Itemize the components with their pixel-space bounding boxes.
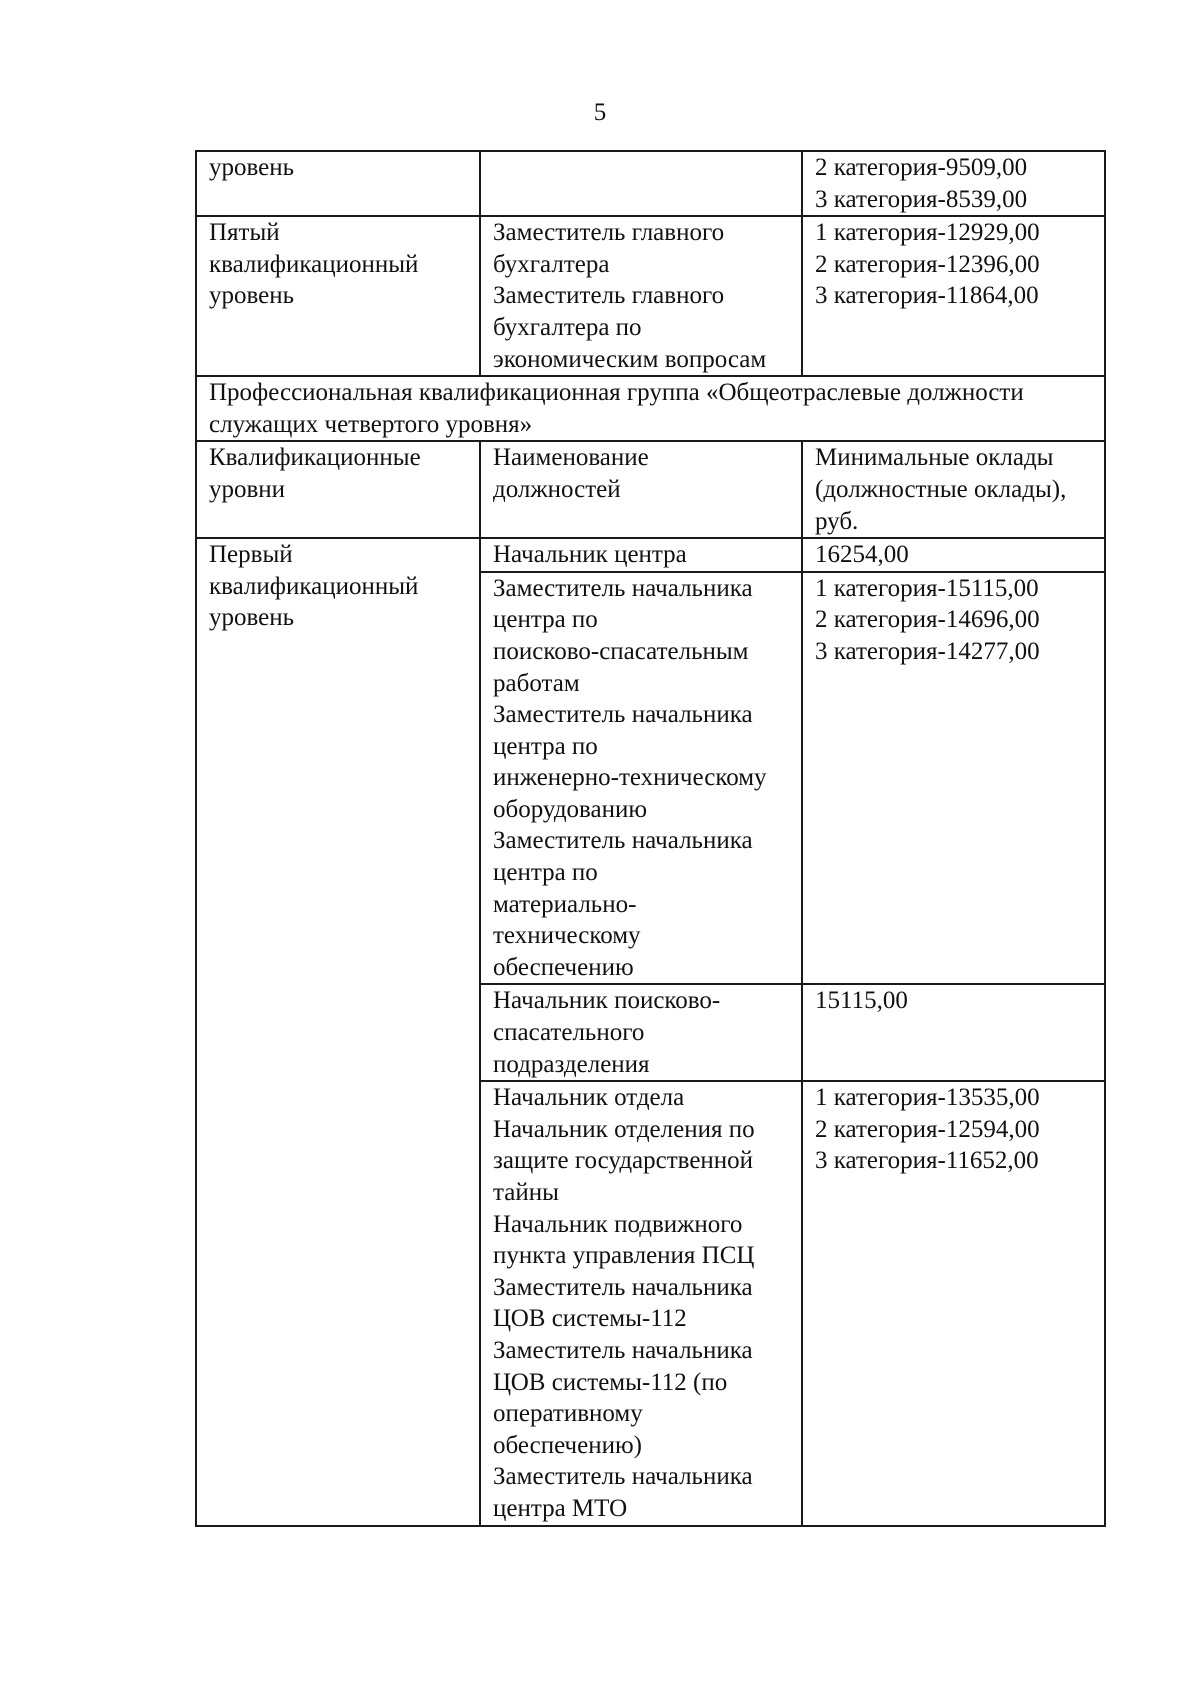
salary-line: 1 категория-12929,00 [815,219,1040,247]
header-line: уровни [209,475,286,503]
position-line: Заместитель начальника [493,701,753,729]
header-line: руб. [815,507,859,535]
positions-cell [480,1081,802,1525]
position-line: работам [493,669,580,697]
position-line: Начальник отделения по [493,1115,755,1143]
salaries-cell [802,1081,1105,1525]
position-line: пункта управления ПСЦ [493,1242,755,1270]
table-row [196,538,1105,572]
salary-line: 3 категория-8539,00 [815,185,1028,213]
position-line: ЦОВ системы-112 [493,1305,687,1333]
salaries-cell [802,572,1105,985]
header-line: Наименование [493,444,649,472]
salary-line: 2 категория-12594,00 [815,1115,1040,1143]
position-line: бухгалтера по [493,313,642,341]
position-line: Заместитель главного [493,282,725,310]
position-line: Начальник центра [493,541,687,569]
header-levels [196,441,480,538]
position-line: подразделения [493,1050,650,1078]
position-line: центра по [493,732,598,760]
salary-line: 2 категория-14696,00 [815,606,1040,634]
position-line: Заместитель начальника [493,1273,753,1301]
salary-line: 3 категория-14277,00 [815,637,1040,665]
level-line: уровень [209,282,295,310]
position-line: ЦОВ системы-112 (по [493,1368,728,1396]
level-cell [196,216,480,376]
position-line: Заместитель начальника [493,1463,753,1491]
position-line: центра по [493,859,598,887]
positions-cell [480,216,802,376]
position-line: материально- [493,890,637,918]
header-row [196,441,1105,538]
position-line: оперативному [493,1400,643,1428]
salary-line: 3 категория-11864,00 [815,282,1039,310]
group-title-row [196,376,1105,441]
header-line: должностей [493,475,621,503]
position-line: поисково-спасательным [493,637,749,665]
salary-line: 16254,00 [815,541,909,569]
position-line: Заместитель начальника [493,1336,753,1364]
page-number: 5 [593,99,607,126]
position-line: центра по [493,606,598,634]
position-line: защите государственной [493,1147,754,1175]
level-line: квалификационный [209,572,419,600]
salary-line: 15115,00 [815,987,908,1015]
positions-cell [480,151,802,216]
position-line: Заместитель начальника [493,574,753,602]
salary-table [195,150,1106,1527]
level-line: Пятый [209,219,280,247]
positions-cell [480,572,802,985]
header-line: Квалификационные [209,444,421,472]
header-line: Минимальные оклады [815,444,1054,472]
position-line: центра МТО [493,1494,628,1522]
header-line: (должностные оклады), [815,475,1067,503]
position-line: оборудованию [493,795,648,823]
salary-line: 2 категория-12396,00 [815,250,1040,278]
salary-line: 2 категория-9509,00 [815,154,1028,181]
header-salaries [802,441,1105,538]
table-row [196,216,1105,376]
table-row [196,151,1105,216]
position-line: Заместитель начальника [493,827,753,855]
header-positions [480,441,802,538]
salary-line: 3 категория-11652,00 [815,1147,1039,1175]
position-line: экономическим вопросам [493,345,767,373]
level-line: уровень [209,154,295,181]
group-title-cell [196,376,1105,441]
position-line: бухгалтера [493,250,610,278]
salaries-cell [802,538,1105,572]
position-line: инженерно-техническому [493,764,767,792]
salaries-cell [802,984,1105,1081]
positions-cell [480,984,802,1081]
level-line: квалификационный [209,250,419,278]
group-title-line: Профессиональная квалификационная группа «Общеотраслевые должности [209,379,1024,407]
level-cell [196,538,480,1525]
position-line: спасательного [493,1019,645,1047]
position-line: обеспечению) [493,1431,642,1459]
position-line: обеспечению [493,953,634,981]
position-line: Начальник поисково- [493,987,721,1015]
salaries-cell [802,216,1105,376]
position-line: Начальник подвижного [493,1210,743,1238]
level-line: Первый [209,541,293,569]
position-line: техническому [493,922,641,950]
level-line: уровень [209,604,295,632]
positions-cell [480,538,802,572]
position-line: Заместитель главного [493,219,725,247]
level-cell [196,151,480,216]
salary-line: 1 категория-15115,00 [815,574,1039,602]
salary-line: 1 категория-13535,00 [815,1084,1040,1112]
position-line: Начальник отдела [493,1084,685,1112]
group-title-line: служащих четвертого уровня» [209,410,533,438]
salaries-cell [802,151,1105,216]
position-line: тайны [493,1179,559,1206]
